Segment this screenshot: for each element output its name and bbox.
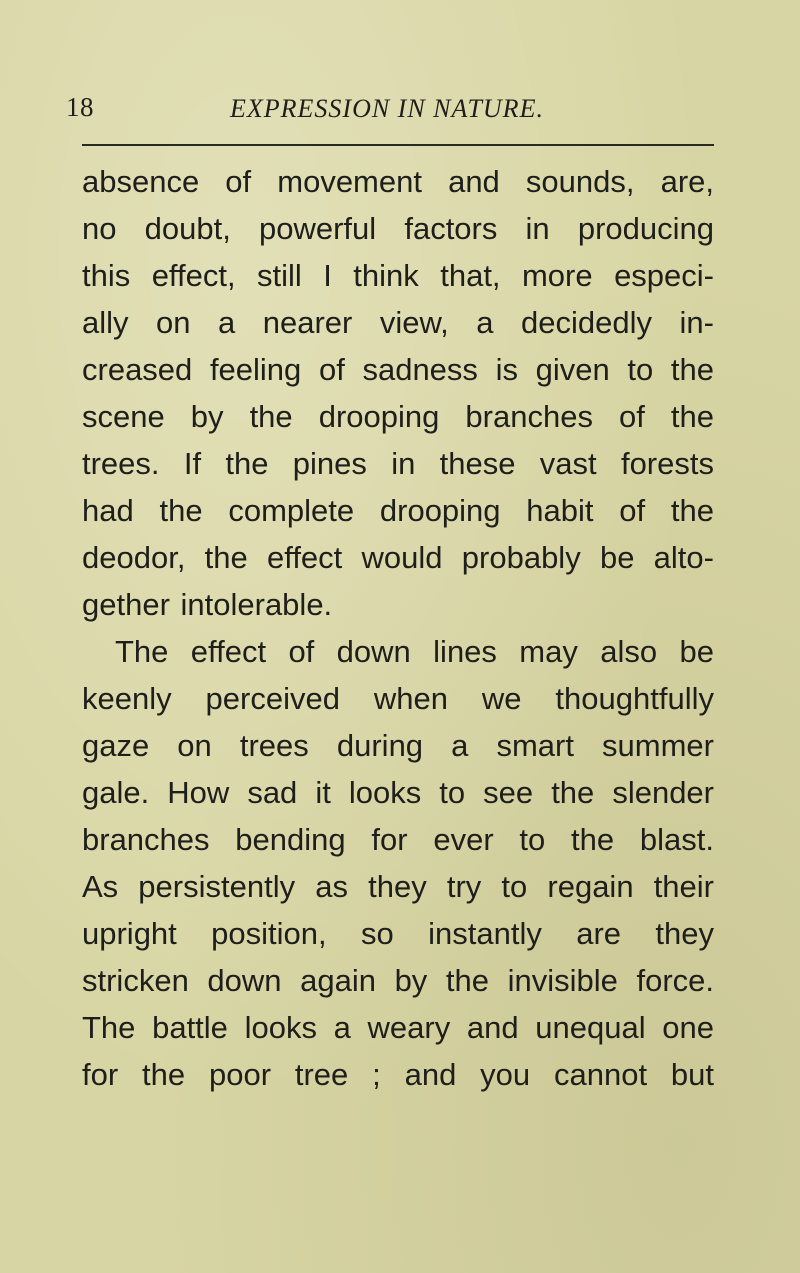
text-line: for the poor tree ; and you cannot but <box>82 1057 714 1092</box>
header-rule <box>82 144 714 146</box>
text-line: this effect, still I think that, more especi- <box>82 258 714 293</box>
running-title: EXPRESSION IN NATURE. <box>230 94 544 123</box>
text-line: gale. How sad it looks to see the slender <box>82 775 714 810</box>
text-line: As persistently as they try to regain their <box>82 869 714 904</box>
running-head <box>64 92 724 132</box>
text-line: absence of movement and sounds, are, <box>82 164 714 199</box>
page-number: 18 <box>66 92 94 122</box>
text-line: keenly perceived when we thoughtfully <box>82 681 714 716</box>
text-line: stricken down again by the invisible force. <box>82 963 714 998</box>
text-line: gaze on trees during a smart summer <box>82 728 714 763</box>
body-text <box>82 158 714 1098</box>
text-line: trees. If the pines in these vast forests <box>82 446 714 481</box>
text-line: upright position, so instantly are they <box>82 916 714 951</box>
text-line: The effect of down lines may also be <box>115 634 714 669</box>
text-line: ally on a nearer view, a decidedly in- <box>82 305 714 340</box>
text-line: scene by the drooping branches of the <box>82 399 714 434</box>
text-line: no doubt, powerful factors in producing <box>82 211 714 246</box>
text-line: had the complete drooping habit of the <box>82 493 714 528</box>
text-line: deodor, the effect would probably be alto- <box>82 540 714 575</box>
text-line: The battle looks a weary and unequal one <box>82 1010 714 1045</box>
text-line: branches bending for ever to the blast. <box>82 822 714 857</box>
text-line: gether intolerable. <box>82 587 333 622</box>
text-line: creased feeling of sadness is given to the <box>82 352 714 387</box>
